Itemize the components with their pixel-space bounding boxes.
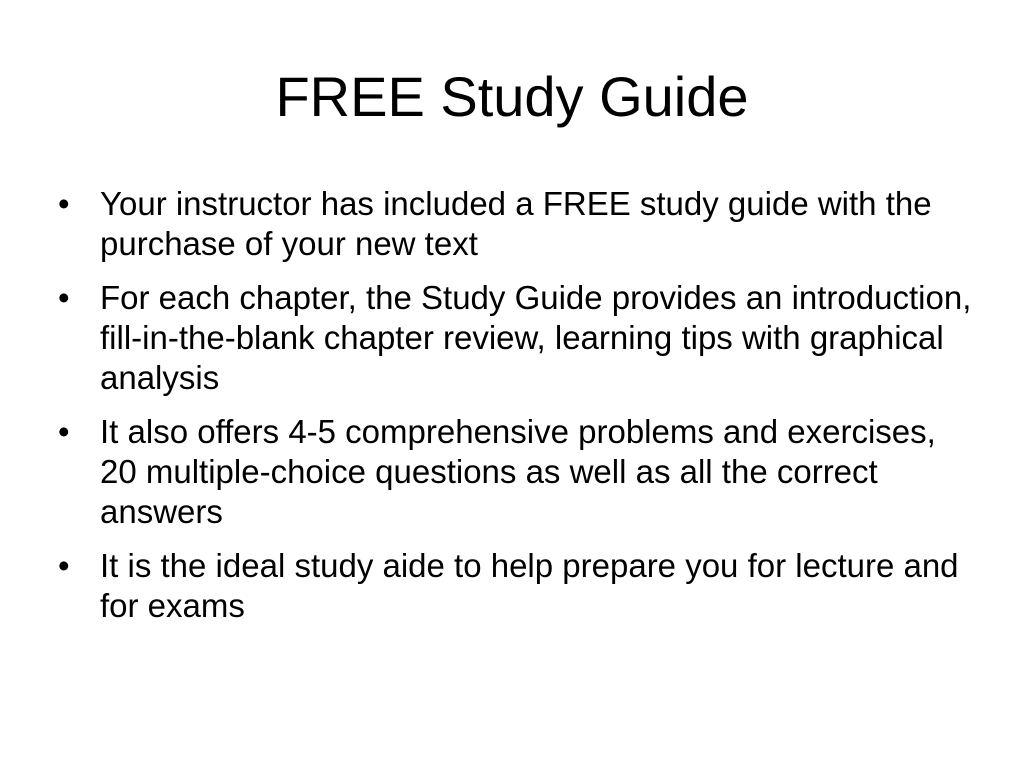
bullet-dot-icon: • <box>58 547 70 584</box>
bullet-item <box>58 184 978 264</box>
bullet-item <box>58 412 978 532</box>
bullet-text: It is the ideal study aide to help prepare you for lecture and for exams <box>100 547 959 624</box>
bullet-text: Your instructor has included a FREE study guide with the purchase of your new text <box>100 185 932 262</box>
slide-title: FREE Study Guide <box>275 65 749 128</box>
bullet-text: It also offers 4-5 comprehensive problems and exercises, 20 multiple-choice questions as well as all the correct answers <box>100 413 936 530</box>
bullet-dot-icon: • <box>58 279 70 316</box>
bullet-dot-icon: • <box>58 413 70 450</box>
bullet-list <box>58 184 978 640</box>
bullet-text: For each chapter, the Study Guide provides an introduction, fill-in-the-blank chapter review, learning tips with graphical analysis <box>100 279 972 396</box>
bullet-item <box>58 278 978 398</box>
bullet-dot-icon: • <box>58 185 70 222</box>
bullet-item <box>58 546 978 626</box>
